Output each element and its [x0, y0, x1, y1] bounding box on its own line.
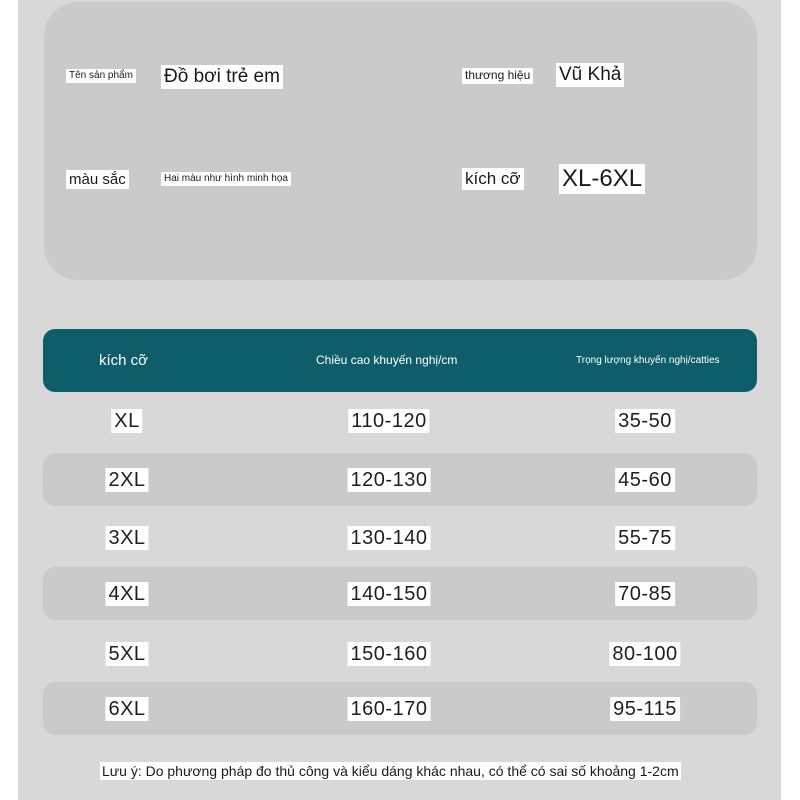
size-cell: 2XL [105, 468, 148, 492]
header-weight: Trọng lượng khuyến nghị/catties [576, 355, 720, 366]
table-row [43, 511, 757, 564]
size-range-value: XL-6XL [559, 164, 645, 194]
size-label: kích cỡ [462, 168, 524, 190]
size-cell: 3XL [105, 526, 148, 550]
height-cell: 120-130 [348, 468, 431, 492]
height-cell: 160-170 [348, 697, 431, 721]
height-cell: 140-150 [348, 582, 431, 606]
table-row [43, 627, 757, 680]
height-cell: 150-160 [348, 642, 431, 666]
size-cell: 6XL [105, 697, 148, 721]
brand-value: Vũ Khả [556, 63, 624, 87]
size-cell: 4XL [105, 582, 148, 606]
brand-label: thương hiệu [462, 68, 533, 84]
weight-cell: 95-115 [610, 697, 680, 721]
table-row [43, 453, 757, 506]
weight-cell: 45-60 [615, 468, 675, 492]
header-size: kích cỡ [99, 352, 149, 369]
height-cell: 110-120 [348, 409, 429, 433]
weight-cell: 80-100 [609, 642, 680, 666]
weight-cell: 70-85 [615, 582, 675, 606]
header-height: Chiều cao khuyến nghị/cm [316, 353, 458, 367]
product-name-label: Tên sản phẩm [66, 69, 136, 83]
table-row [43, 394, 757, 447]
size-table-header [43, 329, 757, 392]
size-cell: XL [111, 409, 142, 433]
product-name-value: Đồ bơi trẻ em [161, 65, 283, 89]
measurement-note: Lưu ý: Do phương pháp đo thủ công và kiểu dáng khác nhau, có thể có sai số khoảng 1-2cm [102, 763, 679, 779]
table-row [43, 682, 757, 735]
product-info-card [44, 2, 757, 280]
color-value: Hai màu như hình minh họa [161, 172, 291, 186]
weight-cell: 55-75 [615, 526, 675, 550]
size-cell: 5XL [105, 642, 148, 666]
weight-cell: 35-50 [615, 409, 675, 433]
color-label: màu sắc [66, 170, 129, 189]
table-row [43, 567, 757, 620]
height-cell: 130-140 [348, 526, 431, 550]
